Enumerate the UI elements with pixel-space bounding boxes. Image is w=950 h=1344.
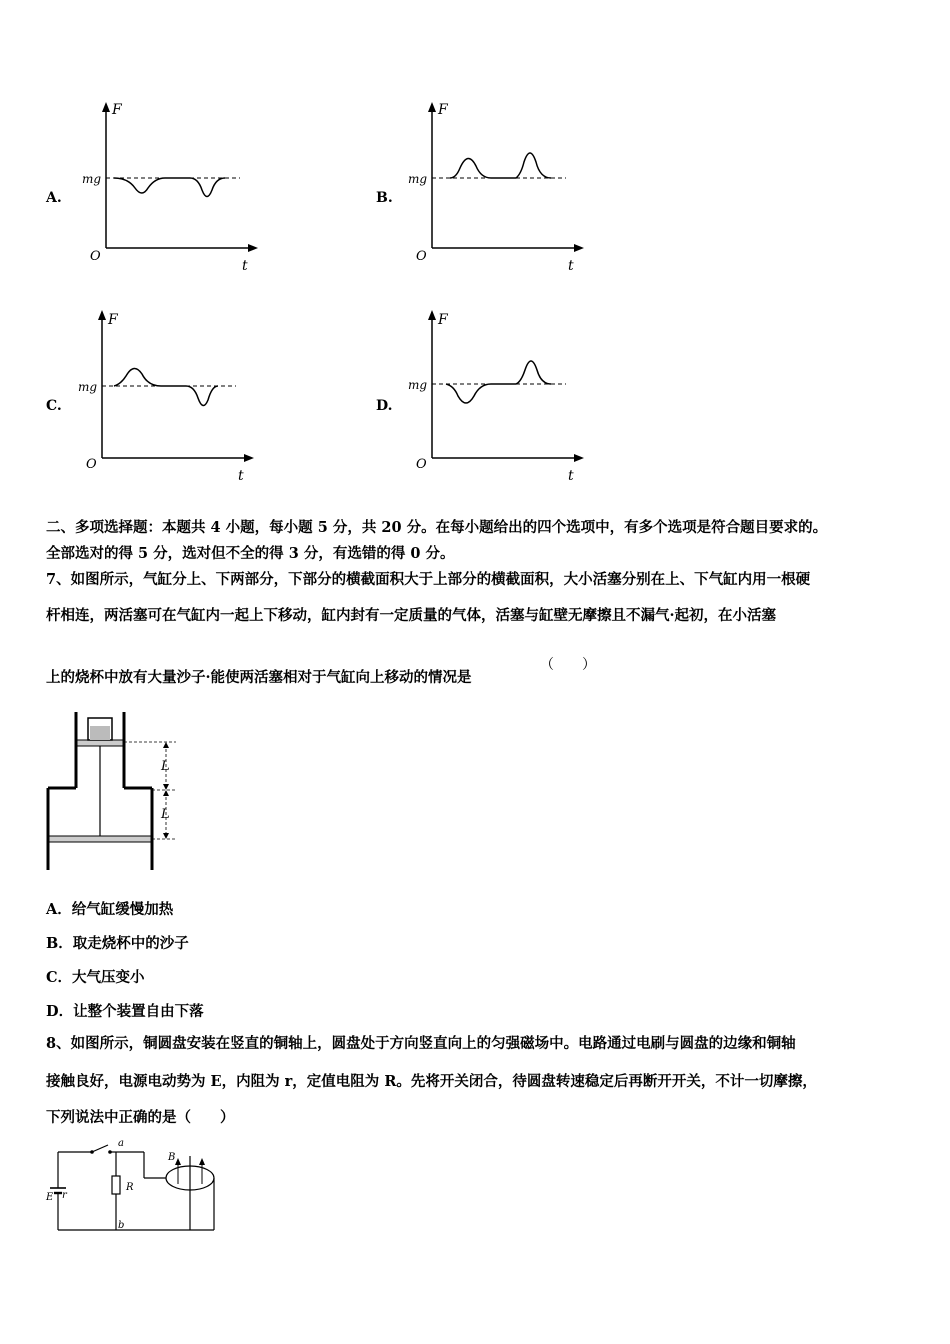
q7-line1: 7、如图所示，气缸分上、下两部分，下部分的横截面积大于上部分的横截面积，大小活塞分别在上、下气缸内用一根硬 [46, 571, 811, 588]
svg-text:mg: mg [78, 380, 98, 394]
force-curve [114, 178, 225, 197]
graph-b [406, 98, 596, 278]
q8-line3: 下列说法中正确的是（ ） [46, 1109, 235, 1126]
svg-text:O: O [416, 249, 427, 264]
q8-line1: 8、如图所示，铜圆盘安装在竖直的铜轴上，圆盘处于方向竖直向上的匀强磁场中。电路通过电刷与圆盘的边缘和铜轴 [46, 1035, 796, 1052]
svg-text:F: F [438, 312, 448, 328]
q7-option-a[interactable]: A．给气缸缓慢加热 [46, 901, 174, 918]
svg-text:O: O [86, 457, 97, 472]
q7-line3: 上的烧杯中放有大量沙子·能使两活塞相对于气缸向上移动的情况是 [46, 669, 472, 686]
graph-c [76, 306, 266, 486]
switch-blade [92, 1145, 108, 1152]
option-c-label: C. [46, 398, 62, 414]
q8-circuit-figure [44, 1136, 234, 1240]
label-B: B [168, 1152, 176, 1163]
svg-text:mg: mg [408, 172, 428, 186]
x-axis-label: t [242, 258, 248, 274]
label-R: R [126, 1182, 134, 1193]
q8-line2: 接触良好，电源电动势为 E，内阻为 r，定值电阻为 R。先将开关闭合，待圆盘转速稳定后再断开开关，不计一切摩擦， [46, 1073, 817, 1090]
dimension-label-L1: L [161, 759, 170, 774]
svg-text:O: O [416, 457, 427, 472]
svg-text:t: t [238, 468, 244, 484]
sand [90, 726, 110, 740]
mg-label: mg [82, 172, 102, 186]
graph-a [80, 98, 270, 278]
svg-text:F: F [438, 102, 448, 118]
q7-cylinder-figure [44, 708, 194, 874]
force-curve [446, 361, 551, 403]
force-curve [450, 153, 551, 178]
large-piston [49, 836, 151, 842]
q7-option-b[interactable]: B．取走烧杯中的沙子 [46, 935, 189, 952]
section2-line2: 全部选对的得 5 分，选对但不全的得 3 分，有选错的得 0 分。 [46, 545, 455, 562]
section2-line1: 二、多项选择题：本题共 4 小题，每小题 5 分，共 20 分。在每小题给出的四个选项中，有多个选项是符合题目要求的。 [46, 519, 828, 536]
small-piston [77, 740, 123, 746]
q7-option-c[interactable]: C．大气压变小 [46, 969, 145, 986]
svg-text:t: t [568, 468, 574, 484]
label-r: r [62, 1190, 67, 1201]
q7-option-d[interactable]: D．让整个装置自由下落 [46, 1003, 204, 1020]
y-axis-label: F [112, 102, 122, 118]
q7-answer-paren: （ ） [540, 657, 596, 673]
svg-text:F: F [108, 312, 118, 328]
label-E: E [46, 1192, 54, 1203]
graph-d [406, 306, 596, 486]
origin-label: O [90, 249, 101, 264]
q7-line2: 杆相连，两活塞可在气缸内一起上下移动，缸内封有一定质量的气体，活塞与缸壁无摩擦且不漏气·起初，在小活塞 [46, 607, 777, 624]
force-curve [114, 368, 218, 405]
option-d-label: D. [376, 398, 393, 414]
x-axis-arrow [248, 244, 258, 252]
y-axis-arrow [102, 102, 110, 112]
option-a-label: A. [46, 190, 62, 206]
label-a: a [118, 1138, 124, 1149]
resistor-R [112, 1176, 120, 1194]
svg-text:mg: mg [408, 378, 428, 392]
dimension-label-L2: L [161, 807, 170, 822]
label-b: b [118, 1220, 125, 1231]
option-b-label: B. [376, 190, 393, 206]
svg-text:t: t [568, 258, 574, 274]
